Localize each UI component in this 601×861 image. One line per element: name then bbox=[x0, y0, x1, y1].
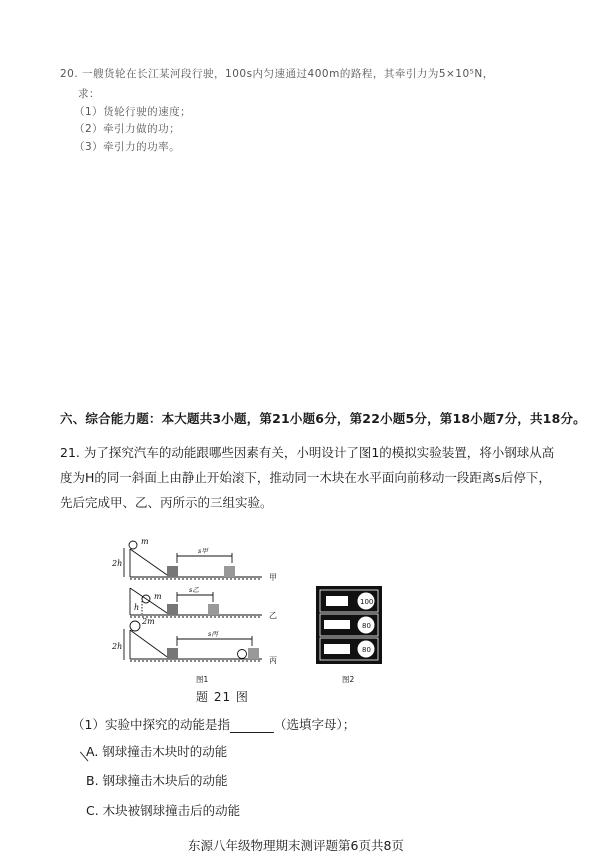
option-b-text: B. 钢球撞击木块后的动能 bbox=[86, 773, 228, 788]
page-footer: 东源八年级物理期末测评题第6页共8页 bbox=[188, 838, 404, 853]
question-20-number: 20. bbox=[60, 68, 79, 80]
question-20-ask: 求： bbox=[78, 88, 100, 100]
row-1-mass: m bbox=[141, 537, 149, 546]
option-b[interactable] bbox=[86, 771, 228, 789]
question-21-intro: 21. 为了探究汽车的动能跟哪些因素有关，小明设计了图1的模拟实验装置，将小钢球从高度为H的同一斜面上由静止开始滚下，推动同一木块在水平面向前移动一段距离s后停下，先后完成甲、乙、丙所示的三组实验。 bbox=[60, 445, 555, 510]
fig1-caption: 图1 bbox=[196, 675, 209, 684]
question-20-item-2: （2）牵引力做的功； bbox=[74, 123, 181, 135]
sign-2-limit: 80 bbox=[362, 622, 371, 630]
sign-1-limit: 100 bbox=[360, 598, 374, 606]
figure-caption: 题 21 图 bbox=[196, 690, 249, 704]
fig2-caption: 图2 bbox=[342, 675, 355, 684]
car-icon bbox=[326, 596, 348, 606]
row-2-height: h bbox=[134, 603, 140, 612]
option-c[interactable] bbox=[86, 801, 240, 819]
bus-icon bbox=[324, 644, 350, 654]
option-a[interactable] bbox=[86, 742, 227, 760]
option-a-text: A. 钢球撞击木块时的动能 bbox=[86, 744, 228, 759]
block-icon bbox=[167, 566, 178, 577]
sign-3-limit: 80 bbox=[362, 646, 371, 654]
question-20-item-3: （3）牵引力的功率。 bbox=[74, 141, 181, 153]
question-20-line bbox=[60, 66, 494, 81]
question-21-figure bbox=[112, 535, 382, 685]
figure-row-jia bbox=[124, 541, 262, 579]
row-3-height: 2h bbox=[112, 642, 123, 651]
row-2-distance: s乙 bbox=[189, 586, 199, 594]
truck-icon bbox=[324, 620, 350, 629]
section-6-heading: 六、综合能力题：本大题共3小题，第21小题6分，第22小题5分，第18小题7分，共18分。 bbox=[60, 411, 586, 426]
row-3-distance: s丙 bbox=[208, 630, 218, 638]
question-20-text: 一艘货轮在长江某河段行驶，100s内匀速通过400m的路程，其牵引力为5×10⁵N， bbox=[82, 68, 494, 80]
row-2-label: 乙 bbox=[269, 611, 277, 620]
ball-icon bbox=[129, 541, 137, 549]
figure-row-bing bbox=[124, 621, 262, 661]
row-1-label: 甲 bbox=[269, 573, 277, 582]
sub-1-prefix: （1）实验中探究的动能是指 bbox=[72, 717, 230, 732]
option-c-text: C. 木块被钢球撞击后的动能 bbox=[86, 803, 241, 818]
row-1-distance: s甲 bbox=[198, 547, 208, 555]
row-2-mass: m bbox=[154, 592, 162, 601]
question-20-item-1: （1）货轮行驶的速度； bbox=[74, 106, 192, 118]
question-21-sub-1 bbox=[72, 715, 355, 733]
answer-blank[interactable] bbox=[230, 720, 274, 733]
row-1-height: 2h bbox=[112, 559, 123, 568]
row-3-label: 丙 bbox=[269, 656, 277, 665]
sub-1-suffix: （选填字母）； bbox=[273, 717, 356, 732]
row-3-mass: 2m bbox=[142, 617, 155, 626]
